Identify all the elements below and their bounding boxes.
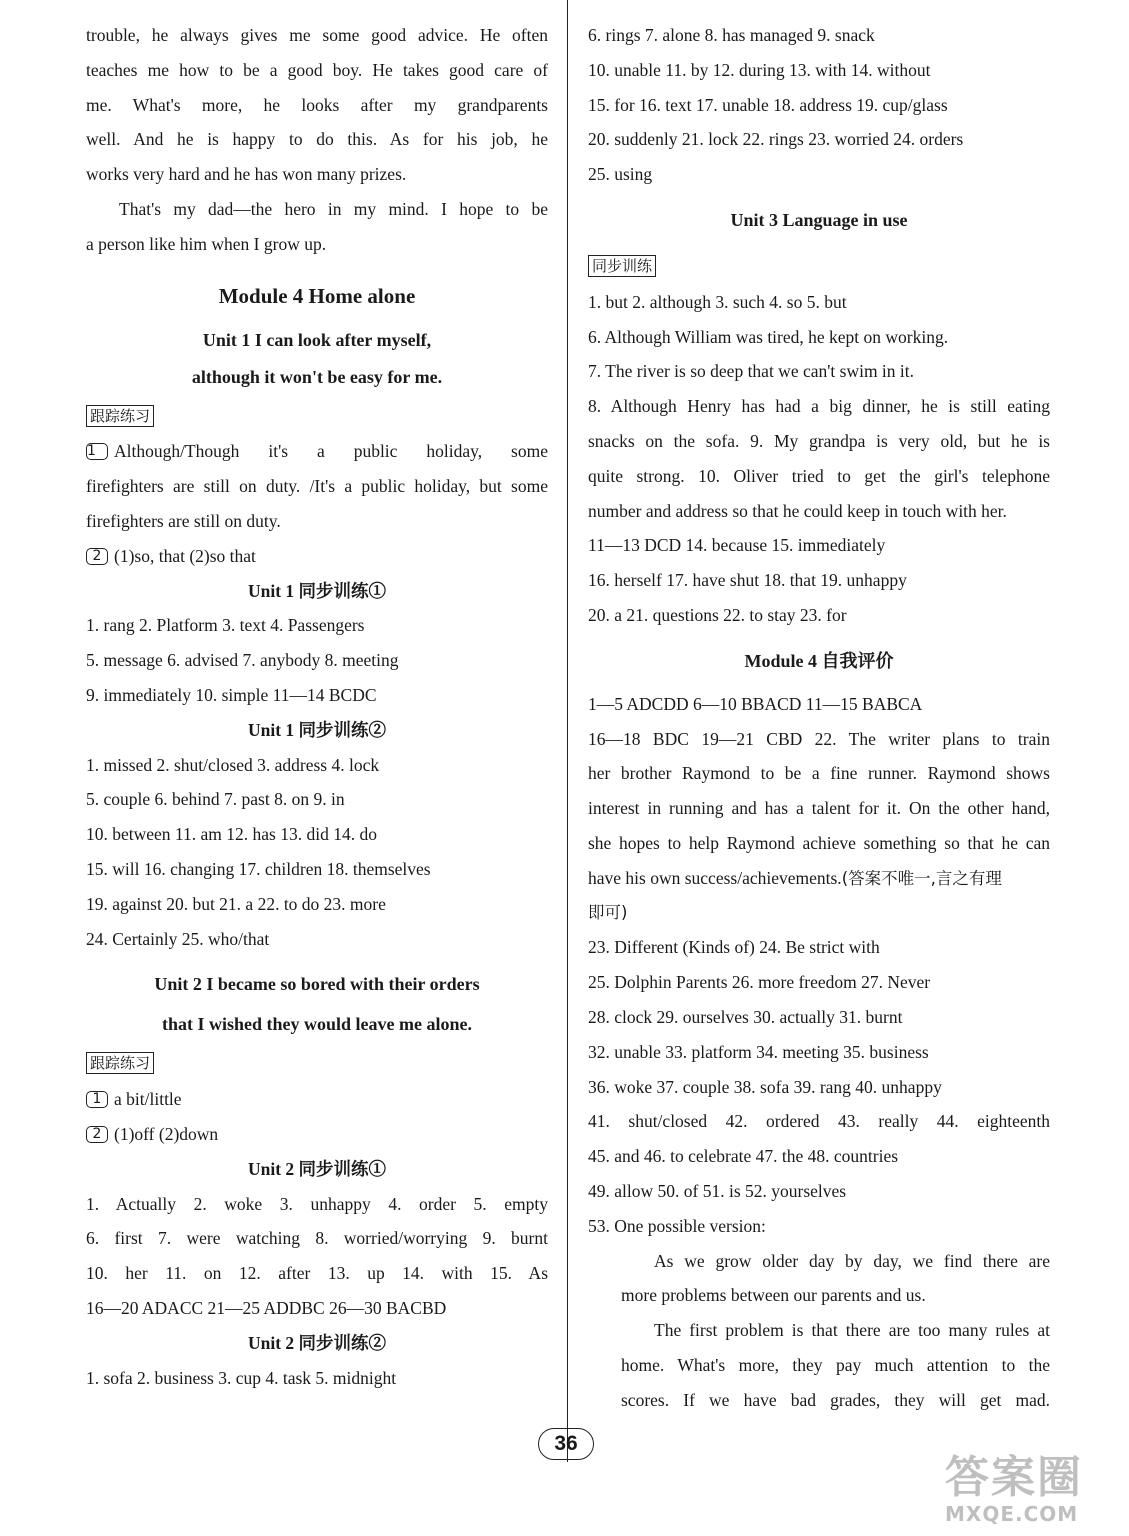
answer-line: 15. will 16. changing 17. children 18. themselves: [86, 858, 431, 879]
answer-line: 25. using: [588, 164, 653, 185]
module4-self-assessment-title: Module 4 自我评价: [744, 650, 894, 671]
text-line: well. And he is happy to do this. As for his job, he: [86, 129, 548, 150]
answer-line: 36. woke 37. couple 38. sofa 39. rang 40. unhappy: [588, 1076, 942, 1097]
answer-line: 11—13 DCD 14. because 15. immediately: [588, 535, 886, 556]
text-line: teaches me how to be a good boy. He takes good care of: [86, 59, 548, 80]
answer-line: 16—18 BDC 19—21 CBD 22. The writer plans to train: [588, 728, 1050, 749]
unit2-title-line2: that I wished they would leave me alone.: [162, 1014, 472, 1035]
page-number: 36: [538, 1428, 594, 1460]
essay-line: As we grow older day by day, we find there are: [654, 1250, 1050, 1271]
answer-line: 1. but 2. although 3. such 4. so 5. but: [588, 291, 847, 312]
answer-line: snacks on the sofa. 9. My grandpa is very old, but he is: [588, 430, 1050, 451]
answer-line: have his own success/achievements.(答案不唯一,言之有理: [588, 867, 1002, 888]
left-column: [86, 18, 548, 1395]
number-box-icon: 2: [86, 1126, 108, 1143]
answer-line: 49. allow 50. of 51. is 52. yourselves: [588, 1180, 847, 1201]
text-line: trouble, he always gives me some good advice. He often: [86, 25, 548, 45]
text-line: works very hard and he has won many prizes.: [86, 164, 407, 185]
answer-line: 1. missed 2. shut/closed 3. address 4. lock: [86, 754, 380, 775]
answer-line: 即可): [588, 902, 628, 922]
column-divider: [567, 0, 568, 1462]
answer-line: 5. couple 6. behind 7. past 8. on 9. in: [86, 789, 345, 810]
answer-line: 7. The river is so deep that we can't swim in it.: [588, 361, 915, 382]
answer-line: 53. One possible version:: [588, 1215, 766, 1236]
unit1-title-line2: although it won't be easy for me.: [191, 366, 443, 387]
exercise-1-line: 1 a bit/little: [86, 1082, 548, 1117]
watermark-text: 答案圈: [945, 1452, 1083, 1503]
answer-line: 16. herself 17. have shut 18. that 19. unhappy: [588, 570, 907, 591]
answer-line: 6. first 7. were watching 8. worried/worrying 9. burnt: [86, 1228, 548, 1249]
answer-line: 6. rings 7. alone 8. has managed 9. snack: [588, 25, 875, 45]
answer-line: 1. rang 2. Platform 3. text 4. Passengers: [86, 615, 365, 636]
answer-line: her brother Raymond to be a fine runner. Raymond shows: [588, 763, 1050, 784]
answer-line: interest in running and has a talent for it. On the other hand,: [588, 798, 1050, 819]
number-box-icon: 1: [86, 1091, 108, 1108]
answer-line: 1—5 ADCDD 6—10 BBACD 11—15 BABCA: [588, 693, 923, 714]
answer-line: 24. Certainly 25. who/that: [86, 928, 270, 949]
answer-line: 16—20 ADACC 21—25 ADDBC 26—30 BACBD: [86, 1297, 447, 1318]
answer-line: quite strong. 10. Oliver tried to get the girl's telephone: [588, 465, 1050, 486]
text-line: That's my dad—the hero in my mind. I hope to be: [119, 198, 548, 219]
sync-practice-tag: 同步训练: [588, 255, 656, 277]
watermark-url: MXQE.COM: [945, 1502, 1079, 1526]
watermark-logo: [945, 1454, 1121, 1534]
exercise-2-line: 2 (1)off (2)down: [86, 1117, 548, 1152]
exercise-2-line: 2 (1)so, that (2)so that: [86, 539, 548, 574]
answer-line: 20. a 21. questions 22. to stay 23. for: [588, 604, 847, 625]
answer-line: 28. clock 29. ourselves 30. actually 31. burnt: [588, 1006, 903, 1027]
answer-line: 19. against 20. but 21. a 22. to do 23. more: [86, 893, 386, 914]
text-line: firefighters are still on duty. /It's a public holiday, but some: [86, 476, 548, 497]
answer-line: 1. Actually 2. woke 3. unhappy 4. order 5. empty: [86, 1193, 548, 1214]
answer-line: 23. Different (Kinds of) 24. Be strict with: [588, 937, 880, 958]
essay-line: home. What's more, they pay much attention to the: [621, 1354, 1050, 1375]
number-box-icon: 2: [86, 548, 108, 565]
answer-line: number and address so that he could keep in touch with her.: [588, 500, 1007, 521]
text-line: a person like him when I grow up.: [86, 233, 327, 254]
text-line: firefighters are still on duty.: [86, 510, 281, 531]
answer-line: 32. unable 33. platform 34. meeting 35. business: [588, 1041, 929, 1062]
answer-line: 45. and 46. to celebrate 47. the 48. countries: [588, 1146, 899, 1167]
letter-paragraph: [86, 18, 548, 262]
answer-line: 6. Although William was tired, he kept on working.: [588, 326, 949, 347]
model-essay: [588, 1244, 1050, 1418]
unit1-sync1-title: Unit 1 同步训练①: [247, 580, 387, 601]
answer-line: she hopes to help Raymond achieve something so that he can: [588, 832, 1050, 853]
essay-line: scores. If we have bad grades, they will get mad.: [621, 1389, 1050, 1410]
answer-line: 10. unable 11. by 12. during 13. with 14. without: [588, 59, 931, 80]
answer-line: 9. immediately 10. simple 11—14 BCDC: [86, 684, 377, 705]
unit2-sync2-title: Unit 2 同步训练②: [247, 1332, 387, 1353]
essay-line: more problems between our parents and us.: [621, 1285, 926, 1306]
answer-line: 10. between 11. am 12. has 13. did 14. do: [86, 824, 377, 845]
unit2-title-line1: Unit 2 I became so bored with their orders: [154, 974, 480, 995]
unit2-sync1-title: Unit 2 同步训练①: [247, 1158, 387, 1179]
answer-line: 10. her 11. on 12. after 13. up 14. with 15. As: [86, 1263, 548, 1284]
answer-line: 15. for 16. text 17. unable 18. address 19. cup/glass: [588, 94, 948, 115]
answer-line: 25. Dolphin Parents 26. more freedom 27. Never: [588, 972, 931, 993]
right-column: [588, 18, 1050, 1417]
answer-line: 5. message 6. advised 7. anybody 8. meeting: [86, 650, 399, 671]
unit1-title-line1: Unit 1 I can look after myself,: [202, 329, 432, 350]
answer-line: 41. shut/closed 42. ordered 43. really 44. eighteenth: [588, 1111, 1050, 1132]
unit1-sync2-title: Unit 1 同步训练②: [247, 719, 387, 740]
answer-line: 8. Although Henry has had a big dinner, he is still eating: [588, 396, 1050, 417]
tracking-practice-tag: 跟踪练习: [86, 1052, 154, 1074]
number-box-icon: 1: [86, 443, 108, 460]
exercise-1-line: 1 Although/Though it's a public holiday, some: [87, 441, 548, 462]
answer-line: 1. sofa 2. business 3. cup 4. task 5. midnight: [86, 1367, 397, 1388]
text-line: me. What's more, he looks after my grandparents: [86, 94, 548, 115]
tracking-practice-tag: 跟踪练习: [86, 405, 154, 427]
answer-line: 20. suddenly 21. lock 22. rings 23. worried 24. orders: [588, 129, 964, 150]
unit3-title: Unit 3 Language in use: [730, 209, 908, 230]
essay-line: The first problem is that there are too many rules at: [654, 1320, 1050, 1341]
module-title: Module 4 Home alone: [218, 283, 416, 308]
